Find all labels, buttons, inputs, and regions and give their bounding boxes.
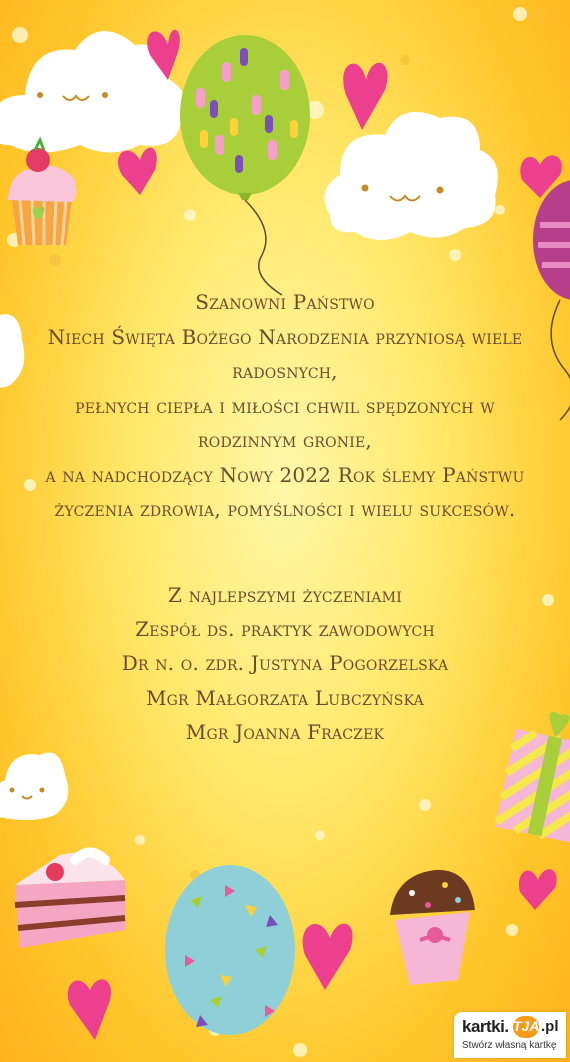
signature-text: [0, 578, 570, 749]
watermark-badge-text: TJA: [513, 1018, 540, 1034]
greeting-line: rodzinnym gronie,: [198, 428, 372, 452]
balloon-icon: [165, 865, 295, 1035]
signature-line: Mgr Małgorzata Lubczyńska: [146, 685, 424, 710]
cloud-icon: [324, 112, 497, 240]
watermark-site-name: kartki.: [462, 1017, 509, 1036]
greeting-line: pełnych ciepła i miłości chwil spędzonych w: [75, 393, 495, 418]
balloon-icon: [180, 35, 310, 295]
site-watermark-link[interactable]: [454, 1012, 566, 1058]
greeting-line: Niech Święta Bożego Narodzenia przyniosą wiele: [47, 324, 523, 349]
greeting-text: [0, 285, 570, 527]
watermark-badge-icon: [513, 1016, 539, 1038]
greeting-line: życzenia zdrowia, pomyślności i wielu sukcesów.: [54, 497, 516, 521]
signature-line: Zespół ds. praktyk zawodowych: [135, 617, 435, 642]
cloud-icon: [0, 753, 68, 821]
signature-line: Dr n. o. zdr. Justyna Pogorzelska: [121, 651, 449, 676]
cake-slice-icon: [15, 853, 125, 949]
greeting-line: a na nadchodzący Nowy 2022 Rok ślemy Państwu: [45, 462, 525, 487]
signature-line: Z najlepszymi życzeniami: [168, 583, 402, 607]
cupcake-icon: [390, 870, 475, 985]
signature-line: Mgr Joanna Fraczek: [185, 719, 385, 744]
greeting-line: Szanowni Państwo: [195, 290, 375, 314]
watermark-tld: .pl: [541, 1018, 559, 1035]
watermark-tagline: Stwórz własną kartkę: [462, 1040, 557, 1051]
greeting-line: radosnych,: [232, 359, 338, 383]
cupcake-icon: [8, 140, 77, 245]
